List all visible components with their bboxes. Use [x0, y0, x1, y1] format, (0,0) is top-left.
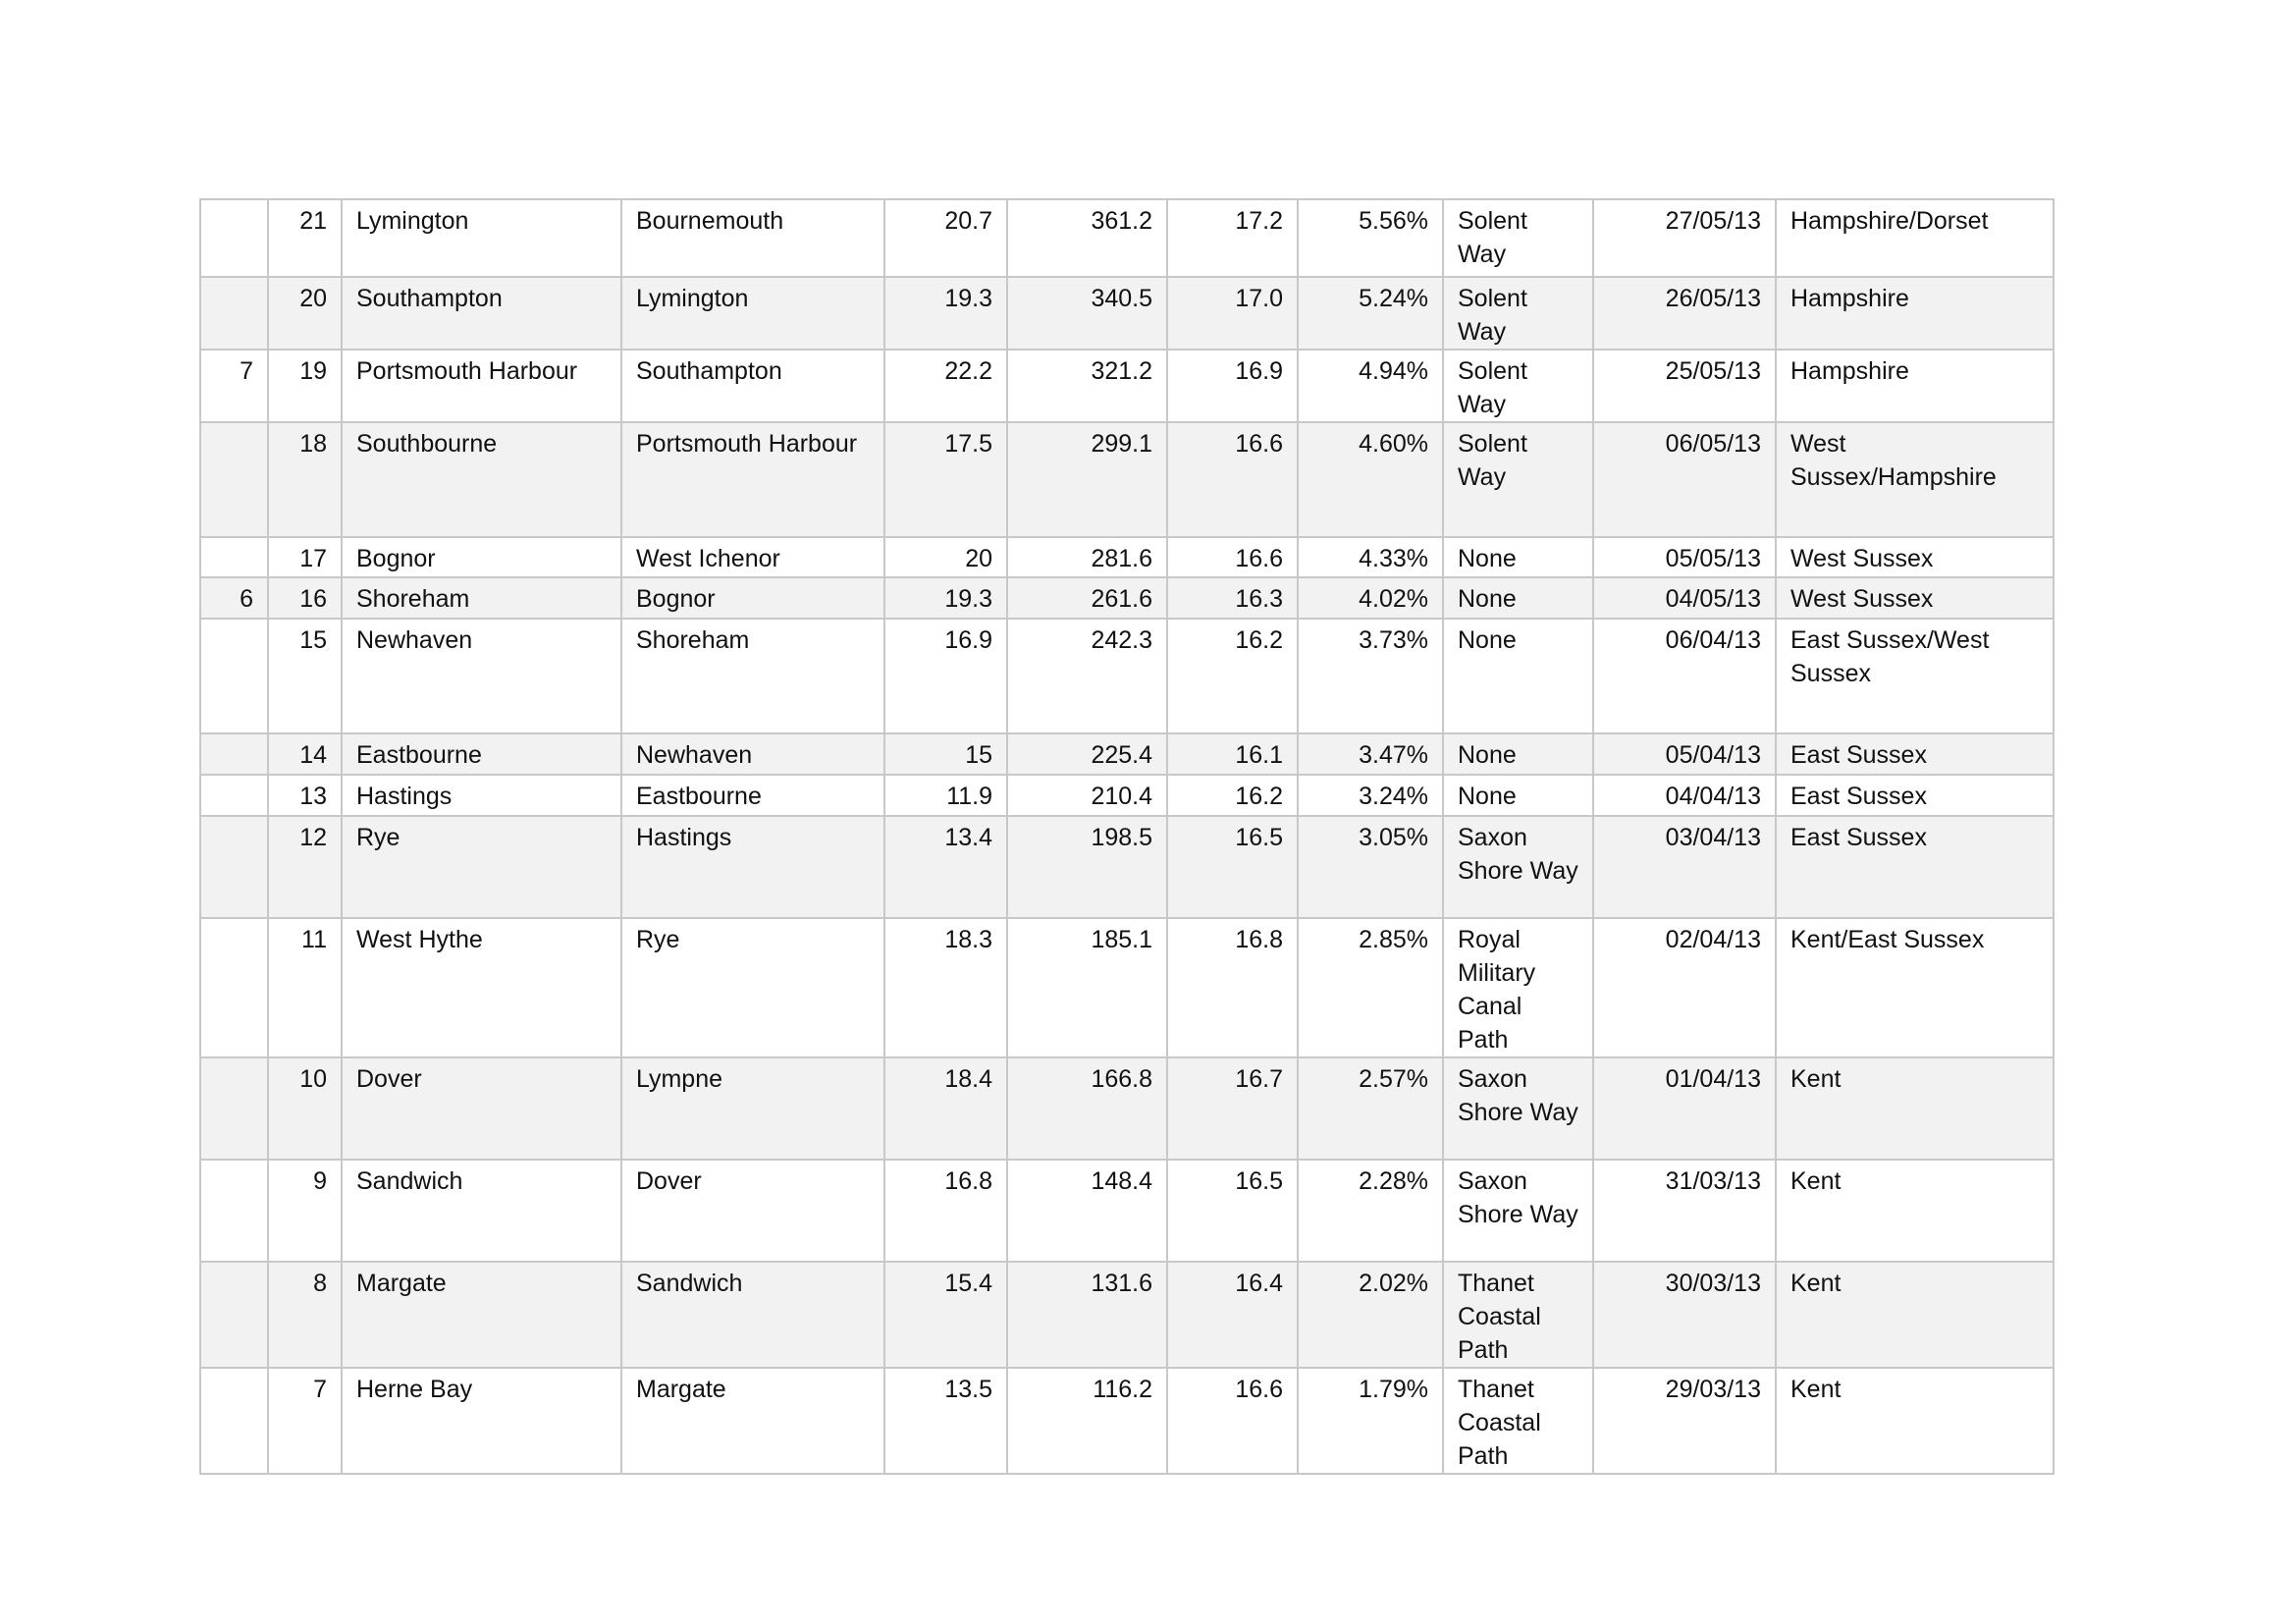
- path-cell: Saxon Shore Way: [1443, 1160, 1593, 1262]
- stage-cell: 14: [268, 733, 342, 775]
- end-cell: West Ichenor: [621, 537, 884, 577]
- table-body: [200, 199, 2054, 1474]
- average-cell: 16.2: [1167, 775, 1298, 816]
- county-cell: Hampshire: [1776, 277, 2054, 350]
- county-cell: Kent: [1776, 1368, 2054, 1474]
- date-cell: 27/05/13: [1593, 199, 1776, 277]
- average-cell: 16.5: [1167, 816, 1298, 918]
- distance-cell: 13.5: [884, 1368, 1007, 1474]
- end-cell: Margate: [621, 1368, 884, 1474]
- section-cell: [200, 277, 268, 350]
- date-cell: 04/05/13: [1593, 577, 1776, 619]
- section-cell: [200, 816, 268, 918]
- section-cell: [200, 619, 268, 733]
- distance-cell: 16.8: [884, 1160, 1007, 1262]
- average-cell: 16.3: [1167, 577, 1298, 619]
- path-cell: None: [1443, 775, 1593, 816]
- end-cell: Sandwich: [621, 1262, 884, 1368]
- cumulative-distance-cell: 131.6: [1007, 1262, 1167, 1368]
- average-cell: 16.4: [1167, 1262, 1298, 1368]
- distance-cell: 19.3: [884, 277, 1007, 350]
- percent-cell: 3.05%: [1298, 816, 1443, 918]
- county-cell: Hampshire: [1776, 350, 2054, 422]
- start-cell: Eastbourne: [342, 733, 621, 775]
- date-cell: 02/04/13: [1593, 918, 1776, 1057]
- percent-cell: 4.02%: [1298, 577, 1443, 619]
- table-row: [200, 1057, 2054, 1160]
- start-cell: Newhaven: [342, 619, 621, 733]
- date-cell: 01/04/13: [1593, 1057, 1776, 1160]
- walk-stages-table: [199, 198, 2055, 1475]
- percent-cell: 2.28%: [1298, 1160, 1443, 1262]
- table-row: [200, 775, 2054, 816]
- percent-cell: 3.73%: [1298, 619, 1443, 733]
- distance-cell: 20.7: [884, 199, 1007, 277]
- distance-cell: 11.9: [884, 775, 1007, 816]
- county-cell: Kent: [1776, 1160, 2054, 1262]
- distance-cell: 13.4: [884, 816, 1007, 918]
- cumulative-distance-cell: 225.4: [1007, 733, 1167, 775]
- table-row: [200, 733, 2054, 775]
- county-cell: West Sussex/Hampshire: [1776, 422, 2054, 537]
- date-cell: 06/05/13: [1593, 422, 1776, 537]
- path-cell: Thanet Coastal Path: [1443, 1262, 1593, 1368]
- path-cell: Solent Way: [1443, 422, 1593, 537]
- distance-cell: 15: [884, 733, 1007, 775]
- end-cell: Lymington: [621, 277, 884, 350]
- county-cell: East Sussex: [1776, 816, 2054, 918]
- county-cell: West Sussex: [1776, 577, 2054, 619]
- start-cell: Sandwich: [342, 1160, 621, 1262]
- percent-cell: 5.56%: [1298, 199, 1443, 277]
- percent-cell: 4.94%: [1298, 350, 1443, 422]
- stage-cell: 15: [268, 619, 342, 733]
- cumulative-distance-cell: 166.8: [1007, 1057, 1167, 1160]
- end-cell: Rye: [621, 918, 884, 1057]
- start-cell: West Hythe: [342, 918, 621, 1057]
- section-cell: 7: [200, 350, 268, 422]
- county-cell: Kent: [1776, 1057, 2054, 1160]
- cumulative-distance-cell: 340.5: [1007, 277, 1167, 350]
- date-cell: 05/05/13: [1593, 537, 1776, 577]
- end-cell: Portsmouth Harbour: [621, 422, 884, 537]
- percent-cell: 2.02%: [1298, 1262, 1443, 1368]
- table-row: [200, 816, 2054, 918]
- section-cell: [200, 422, 268, 537]
- stage-cell: 13: [268, 775, 342, 816]
- start-cell: Southbourne: [342, 422, 621, 537]
- end-cell: Southampton: [621, 350, 884, 422]
- average-cell: 17.2: [1167, 199, 1298, 277]
- section-cell: 6: [200, 577, 268, 619]
- percent-cell: 4.60%: [1298, 422, 1443, 537]
- distance-cell: 15.4: [884, 1262, 1007, 1368]
- section-cell: [200, 775, 268, 816]
- average-cell: 16.6: [1167, 537, 1298, 577]
- start-cell: Portsmouth Harbour: [342, 350, 621, 422]
- stage-cell: 19: [268, 350, 342, 422]
- distance-cell: 18.4: [884, 1057, 1007, 1160]
- table-row: [200, 1262, 2054, 1368]
- stage-cell: 9: [268, 1160, 342, 1262]
- end-cell: Newhaven: [621, 733, 884, 775]
- end-cell: Lympne: [621, 1057, 884, 1160]
- path-cell: None: [1443, 577, 1593, 619]
- end-cell: Dover: [621, 1160, 884, 1262]
- table-row: [200, 422, 2054, 537]
- distance-cell: 16.9: [884, 619, 1007, 733]
- start-cell: Southampton: [342, 277, 621, 350]
- table-row: [200, 619, 2054, 733]
- table-row: [200, 577, 2054, 619]
- section-cell: [200, 1262, 268, 1368]
- stage-cell: 11: [268, 918, 342, 1057]
- county-cell: Kent: [1776, 1262, 2054, 1368]
- end-cell: Hastings: [621, 816, 884, 918]
- percent-cell: 5.24%: [1298, 277, 1443, 350]
- end-cell: Shoreham: [621, 619, 884, 733]
- path-cell: Thanet Coastal Path: [1443, 1368, 1593, 1474]
- percent-cell: 1.79%: [1298, 1368, 1443, 1474]
- start-cell: Bognor: [342, 537, 621, 577]
- stage-cell: 10: [268, 1057, 342, 1160]
- path-cell: None: [1443, 733, 1593, 775]
- average-cell: 16.7: [1167, 1057, 1298, 1160]
- path-cell: Saxon Shore Way: [1443, 1057, 1593, 1160]
- distance-cell: 17.5: [884, 422, 1007, 537]
- cumulative-distance-cell: 116.2: [1007, 1368, 1167, 1474]
- end-cell: Eastbourne: [621, 775, 884, 816]
- start-cell: Lymington: [342, 199, 621, 277]
- path-cell: Royal Military Canal Path: [1443, 918, 1593, 1057]
- cumulative-distance-cell: 242.3: [1007, 619, 1167, 733]
- table-row: [200, 277, 2054, 350]
- cumulative-distance-cell: 185.1: [1007, 918, 1167, 1057]
- end-cell: Bournemouth: [621, 199, 884, 277]
- start-cell: Rye: [342, 816, 621, 918]
- date-cell: 03/04/13: [1593, 816, 1776, 918]
- section-cell: [200, 1160, 268, 1262]
- section-cell: [200, 537, 268, 577]
- distance-cell: 20: [884, 537, 1007, 577]
- path-cell: None: [1443, 537, 1593, 577]
- average-cell: 16.9: [1167, 350, 1298, 422]
- percent-cell: 4.33%: [1298, 537, 1443, 577]
- percent-cell: 2.57%: [1298, 1057, 1443, 1160]
- end-cell: Bognor: [621, 577, 884, 619]
- average-cell: 17.0: [1167, 277, 1298, 350]
- county-cell: East Sussex: [1776, 733, 2054, 775]
- stage-cell: 20: [268, 277, 342, 350]
- distance-cell: 22.2: [884, 350, 1007, 422]
- county-cell: Kent/East Sussex: [1776, 918, 2054, 1057]
- percent-cell: 3.47%: [1298, 733, 1443, 775]
- cumulative-distance-cell: 321.2: [1007, 350, 1167, 422]
- date-cell: 30/03/13: [1593, 1262, 1776, 1368]
- cumulative-distance-cell: 261.6: [1007, 577, 1167, 619]
- start-cell: Herne Bay: [342, 1368, 621, 1474]
- county-cell: East Sussex/West Sussex: [1776, 619, 2054, 733]
- section-cell: [200, 733, 268, 775]
- path-cell: Solent Way: [1443, 350, 1593, 422]
- stage-cell: 12: [268, 816, 342, 918]
- average-cell: 16.6: [1167, 422, 1298, 537]
- cumulative-distance-cell: 361.2: [1007, 199, 1167, 277]
- cumulative-distance-cell: 299.1: [1007, 422, 1167, 537]
- average-cell: 16.2: [1167, 619, 1298, 733]
- average-cell: 16.5: [1167, 1160, 1298, 1262]
- distance-cell: 18.3: [884, 918, 1007, 1057]
- date-cell: 29/03/13: [1593, 1368, 1776, 1474]
- table-row: [200, 350, 2054, 422]
- date-cell: 05/04/13: [1593, 733, 1776, 775]
- table-row: [200, 1368, 2054, 1474]
- start-cell: Dover: [342, 1057, 621, 1160]
- section-cell: [200, 918, 268, 1057]
- stage-cell: 16: [268, 577, 342, 619]
- average-cell: 16.6: [1167, 1368, 1298, 1474]
- date-cell: 06/04/13: [1593, 619, 1776, 733]
- path-cell: Saxon Shore Way: [1443, 816, 1593, 918]
- date-cell: 26/05/13: [1593, 277, 1776, 350]
- date-cell: 04/04/13: [1593, 775, 1776, 816]
- stage-cell: 8: [268, 1262, 342, 1368]
- path-cell: None: [1443, 619, 1593, 733]
- average-cell: 16.8: [1167, 918, 1298, 1057]
- path-cell: Solent Way: [1443, 277, 1593, 350]
- cumulative-distance-cell: 198.5: [1007, 816, 1167, 918]
- county-cell: West Sussex: [1776, 537, 2054, 577]
- cumulative-distance-cell: 148.4: [1007, 1160, 1167, 1262]
- start-cell: Hastings: [342, 775, 621, 816]
- table-row: [200, 918, 2054, 1057]
- table-row: [200, 1160, 2054, 1262]
- distance-cell: 19.3: [884, 577, 1007, 619]
- county-cell: East Sussex: [1776, 775, 2054, 816]
- section-cell: [200, 1057, 268, 1160]
- date-cell: 31/03/13: [1593, 1160, 1776, 1262]
- table-row: [200, 537, 2054, 577]
- section-cell: [200, 1368, 268, 1474]
- stage-cell: 18: [268, 422, 342, 537]
- table-row: [200, 199, 2054, 277]
- county-cell: Hampshire/Dorset: [1776, 199, 2054, 277]
- percent-cell: 3.24%: [1298, 775, 1443, 816]
- section-cell: [200, 199, 268, 277]
- stage-cell: 7: [268, 1368, 342, 1474]
- stage-cell: 21: [268, 199, 342, 277]
- cumulative-distance-cell: 210.4: [1007, 775, 1167, 816]
- stage-cell: 17: [268, 537, 342, 577]
- path-cell: Solent Way: [1443, 199, 1593, 277]
- average-cell: 16.1: [1167, 733, 1298, 775]
- start-cell: Margate: [342, 1262, 621, 1368]
- cumulative-distance-cell: 281.6: [1007, 537, 1167, 577]
- start-cell: Shoreham: [342, 577, 621, 619]
- percent-cell: 2.85%: [1298, 918, 1443, 1057]
- date-cell: 25/05/13: [1593, 350, 1776, 422]
